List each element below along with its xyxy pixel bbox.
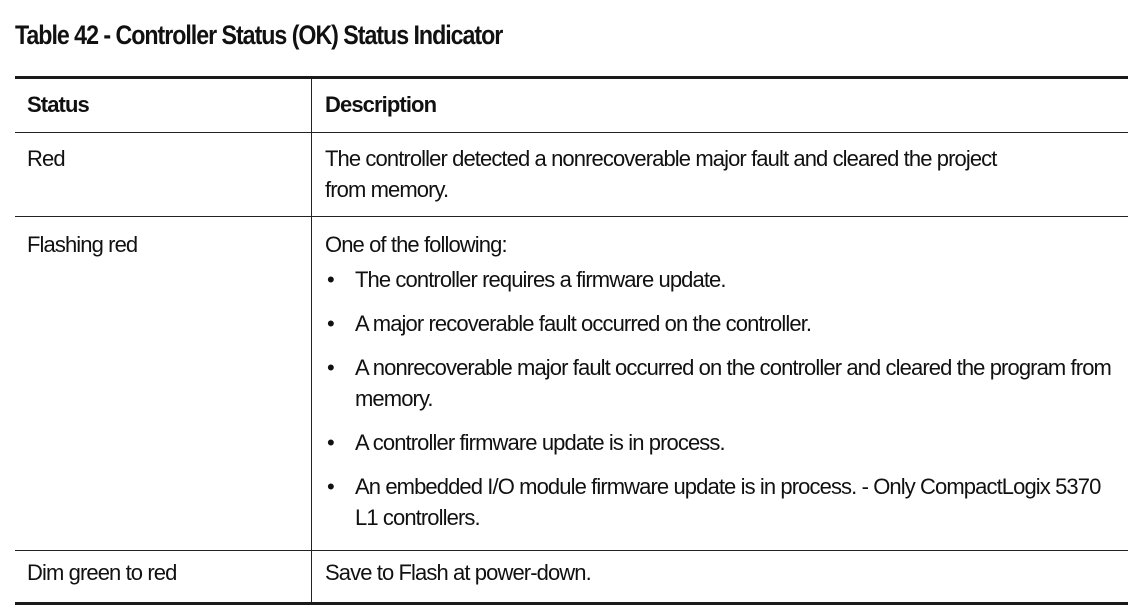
list-item: • An embedded I/O module firmware update is in process. - Only CompactLogix 5370 L1 controllers.	[325, 471, 1118, 533]
status-cell: Dim green to red	[15, 551, 312, 602]
description-intro: One of the following:	[325, 232, 507, 257]
list-item: • The controller requires a firmware update.	[325, 264, 1118, 295]
description-cell: The controller detected a nonrecoverable major fault and cleared the project from memory.	[325, 146, 997, 202]
list-item: • A nonrecoverable major fault occurred on the controller and cleared the program from memory.	[325, 352, 1118, 414]
status-indicator-table	[15, 76, 1128, 605]
status-cell: Red	[15, 133, 312, 216]
status-column-header: Status	[15, 79, 312, 132]
table-title: Table 42 - Controller Status (OK) Status Indicator	[15, 20, 503, 50]
list-item: • A major recoverable fault occurred on the controller.	[325, 308, 1118, 339]
description-cell: Save to Flash at power-down.	[325, 560, 591, 585]
status-cell: Flashing red	[15, 217, 312, 550]
table-row	[15, 133, 1128, 216]
table-row	[15, 216, 1128, 550]
description-column-header: Description	[325, 92, 437, 117]
description-cell	[312, 217, 1128, 550]
table-row	[15, 550, 1128, 602]
list-item: • A controller firmware update is in process.	[325, 427, 1118, 458]
table-header-row	[15, 79, 1128, 133]
bullet-list	[325, 264, 1118, 533]
